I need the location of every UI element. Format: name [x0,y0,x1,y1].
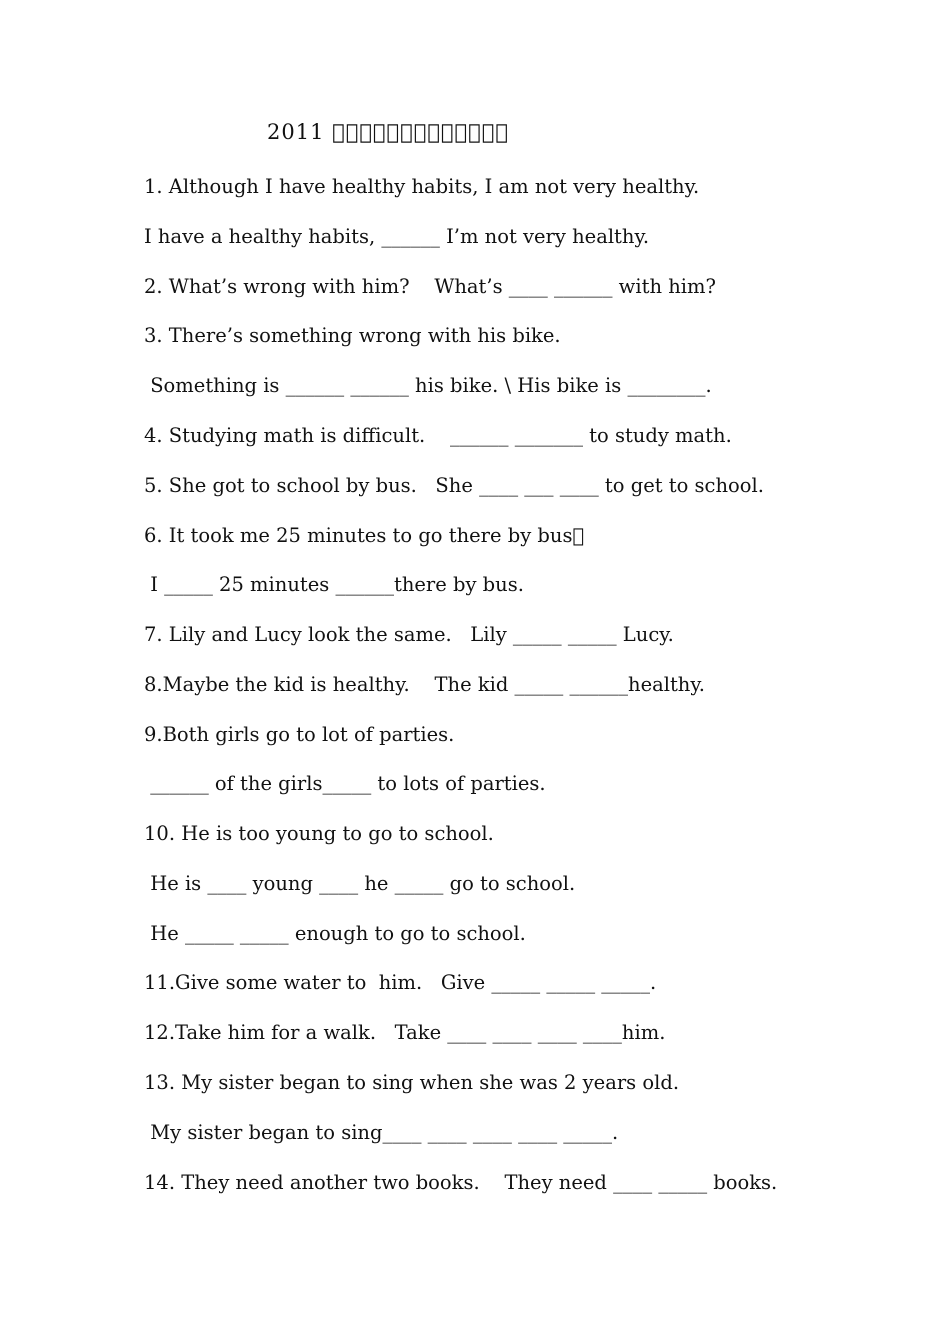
exercise-line: 12.Take him for a walk. Take ____ ____ ____ ____him. [144,1021,666,1044]
exercise-line: 6. It took me 25 minutes to go there by bus􏰀 [144,524,585,547]
exercise-line: I _____ 25 minutes ______there by bus. [144,573,524,596]
exercise-line: 5. She got to school by bus. She ____ ___ ____ to get to school. [144,474,764,497]
exercise-line: 4. Studying math is difficult. ______ _______ to study math. [144,424,732,447]
exercise-line: 10. He is too young to go to school. [144,822,494,845]
exercise-line: 3. There’s something wrong with his bike. [144,324,561,347]
exercise-line: Something is ______ ______ his bike. \ His bike is ________. [144,374,712,397]
exercise-line: 13. My sister began to sing when she was 2 years old. [144,1071,680,1094]
exercise-line: 2. What’s wrong with him? What’s ____ ______ with him? [144,275,716,298]
exercise-line: 11.Give some water to him. Give _____ _____ _____. [144,971,657,994]
exercise-line: He is ____ young ____ he _____ go to school. [144,872,576,895]
exercise-line: 8.Maybe the kid is healthy. The kid _____ ______healthy. [144,673,705,696]
exercise-line: My sister began to sing____ ____ ____ ____ _____. [144,1121,619,1144]
exercise-line: 9.Both girls go to lot of parties. [144,723,455,746]
exercise-line: 1. Although I have healthy habits, I am not very healthy. [144,175,700,198]
page-title: 2011 􏰀􏰀􏰀􏰀􏰀􏰀􏰀􏰀􏰀􏰀􏰀􏰀􏰀 [267,120,509,144]
exercise-line: I have a healthy habits, ______ I’m not very healthy. [144,225,650,248]
exercise-line: 7. Lily and Lucy look the same. Lily _____ _____ Lucy. [144,623,674,646]
exercise-line: ______ of the girls_____ to lots of parties. [144,772,546,795]
exercise-line: He _____ _____ enough to go to school. [144,922,526,945]
exercise-line: 14. They need another two books. They need ____ _____ books. [144,1171,778,1194]
